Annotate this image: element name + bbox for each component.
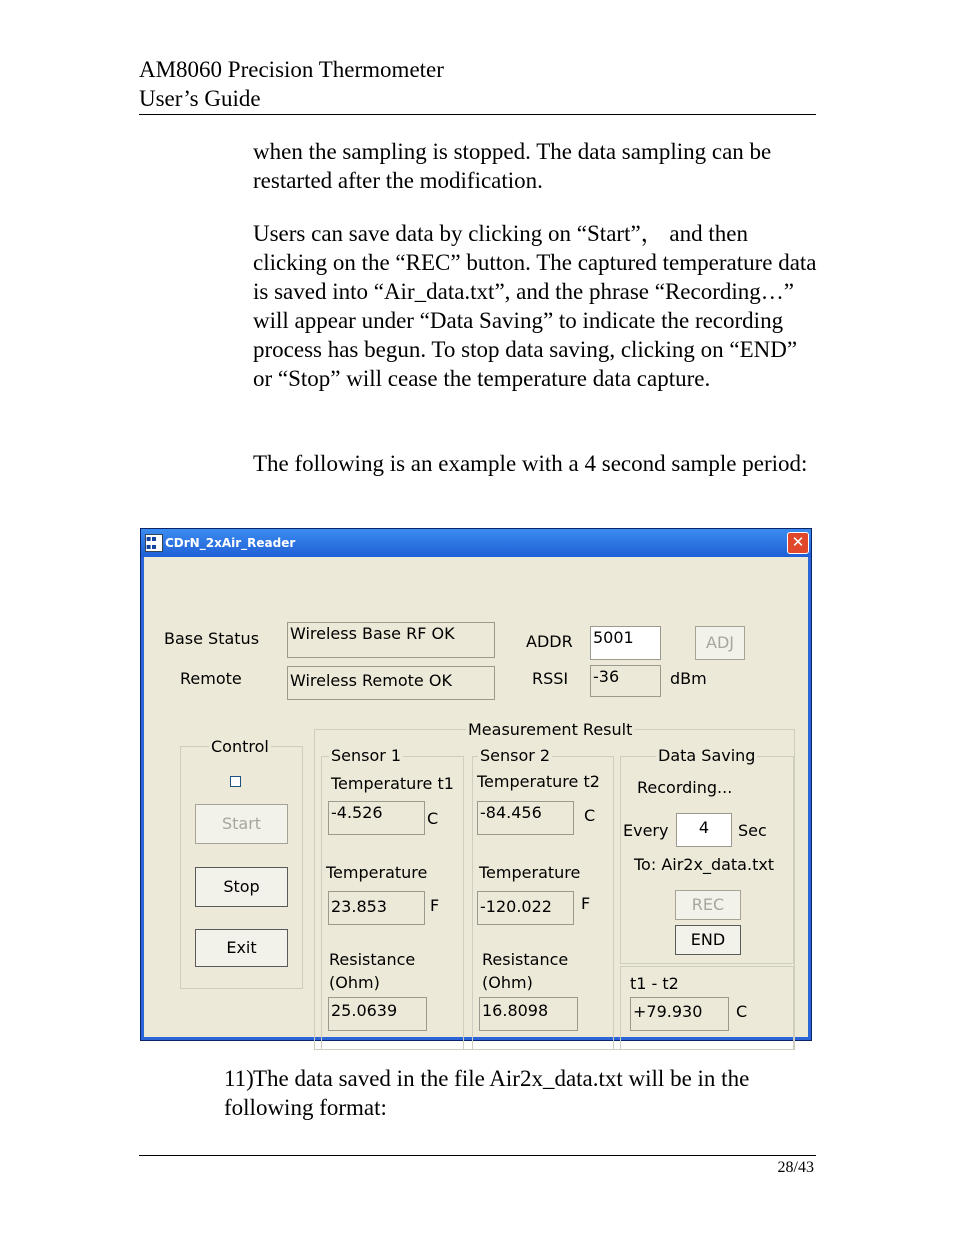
sensor2-temp-f-label: Temperature — [479, 863, 581, 882]
sample-period-input[interactable]: 4 — [676, 813, 732, 847]
window-titlebar — [141, 529, 811, 557]
paragraph-example: The following is an example with a 4 second sample period: — [253, 451, 808, 476]
recording-status: Recording... — [637, 778, 733, 797]
sensor1-temp-f-label: Temperature — [326, 863, 428, 882]
addr-input[interactable]: 5001 — [590, 626, 661, 660]
sensor2-temp-label: Temperature t2 — [477, 772, 600, 791]
sensor1-temp-f-field: 23.853 — [328, 891, 425, 925]
sensor2-resistance-label: Resistance — [482, 950, 569, 969]
sensor1-unit-f: F — [430, 896, 440, 915]
list-item-number: 11) — [224, 1066, 254, 1091]
rssi-label: RSSI — [532, 669, 569, 688]
window-title: CDrN_2xAir_Reader — [165, 536, 296, 550]
output-file-label: To: Air2x_data.txt — [634, 855, 775, 874]
header-rule — [139, 114, 816, 115]
rssi-field: -36 — [590, 665, 661, 697]
stop-button[interactable]: Stop — [195, 867, 288, 907]
window-client-area — [144, 557, 808, 1037]
document-subtitle: User’s Guide — [139, 86, 261, 111]
page-number: 28/43 — [777, 1159, 814, 1176]
sensor1-resistance-unit: (Ohm) — [329, 973, 380, 992]
sensor2-temp-f-field: -120.022 — [477, 891, 574, 925]
paragraph-saving: Users can save data by clicking on “Start”， and then clicking on the “REC” button. The captured temperature data is saved into “Air_data.txt”, and the phrase “Recording…” will appear under “Data Saving” to indicate the recording process has begun. To stop data saving, clicking on “END” or “Stop” will cease the temperature data capture. — [253, 221, 817, 391]
app-icon: ▪▪ ▪▪ — [145, 534, 163, 552]
difference-unit: C — [736, 1002, 748, 1021]
end-button[interactable]: END — [675, 925, 741, 955]
list-item-text: The data saved in the file Air2x_data.txt will be in the following format: — [224, 1066, 750, 1120]
rec-button[interactable]: REC — [675, 890, 741, 920]
sensor1-title: Sensor 1 — [331, 746, 402, 765]
base-status-field: Wireless Base RF OK — [287, 622, 495, 658]
footer-rule — [139, 1155, 816, 1156]
document-header — [139, 55, 444, 113]
base-status-label: Base Status — [164, 629, 260, 648]
difference-label: t1 - t2 — [630, 974, 679, 993]
sensor2-resistance-unit: (Ohm) — [482, 973, 533, 992]
close-icon[interactable]: ✕ — [787, 532, 809, 554]
every-label: Every — [623, 821, 669, 840]
adj-button[interactable]: ADJ — [695, 626, 745, 660]
start-button[interactable]: Start — [195, 804, 288, 844]
sensor2-unit-f: F — [581, 894, 591, 913]
difference-field: +79.930 — [630, 997, 729, 1031]
sensor2-title: Sensor 2 — [480, 746, 551, 765]
sensor2-resistance-field: 16.8098 — [479, 997, 578, 1031]
rssi-unit: dBm — [670, 669, 707, 688]
paragraph-sampling: when the sampling is stopped. The data sampling can be restarted after the modification. — [253, 139, 772, 193]
document-title: AM8060 Precision Thermometer — [139, 57, 444, 82]
sensor1-resistance-field: 25.0639 — [328, 997, 427, 1031]
sensor1-unit-c: C — [427, 809, 439, 828]
sec-label: Sec — [738, 821, 767, 840]
sensor2-temp-c-field: -84.456 — [477, 801, 574, 835]
sensor1-resistance-label: Resistance — [329, 950, 416, 969]
app-window-screenshot — [140, 528, 812, 1041]
addr-label: ADDR — [526, 632, 573, 651]
remote-status-field: Wireless Remote OK — [287, 666, 495, 700]
remote-label: Remote — [180, 669, 242, 688]
control-checkbox[interactable] — [230, 776, 241, 787]
sensor2-unit-c: C — [584, 806, 596, 825]
sensor1-temp-label: Temperature t1 — [331, 774, 454, 793]
exit-button[interactable]: Exit — [195, 929, 288, 967]
measurement-group-title: Measurement Result — [468, 720, 633, 739]
sensor1-temp-c-field: -4.526 — [328, 801, 425, 835]
control-group-title: Control — [211, 737, 269, 756]
data-saving-title: Data Saving — [658, 746, 756, 765]
list-item-11 — [224, 1064, 818, 1122]
